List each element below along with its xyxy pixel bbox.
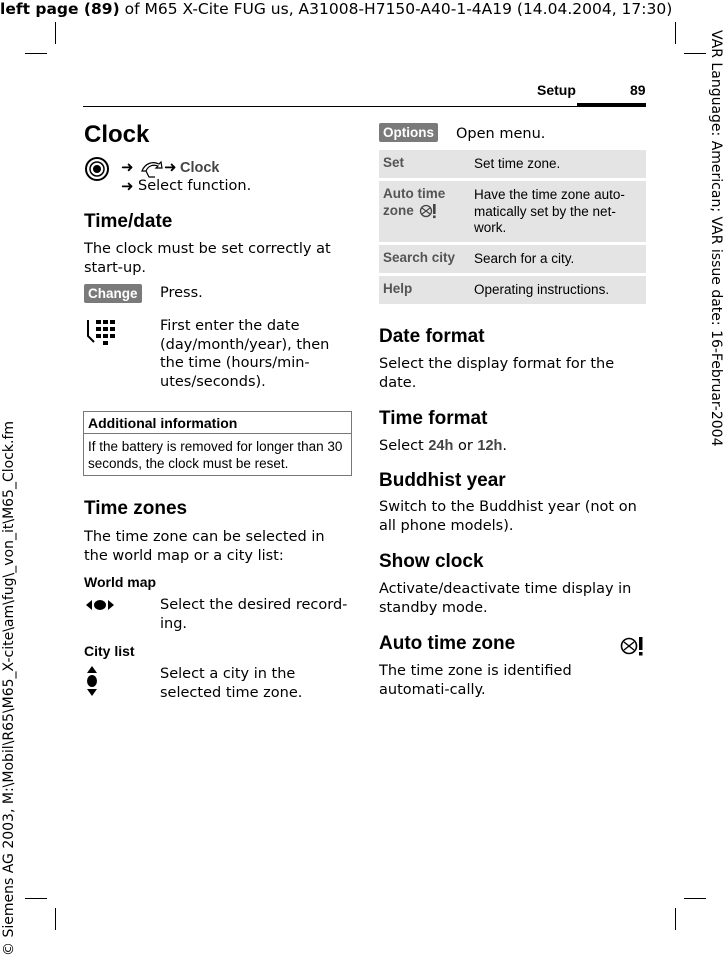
crop-mark [55,908,56,930]
table-value: Set time zone. [474,156,561,171]
keypad-icon [86,318,116,346]
table-row [379,245,646,273]
menu-path-clock: Clock [180,160,220,176]
table-key: Set [383,155,405,170]
buddhist-text: Switch to the Buddhist year (not on all phone models). [379,499,637,534]
left-vertical-note: © Siemens AG 2003, M:\Mobil\R65\M65_X-cite\am\fug\_von_it\M65_Clock.fm [1,420,17,956]
table-value: Search for a city. [474,251,575,266]
keypad-instruction: First enter the date (day/month/year), then the time (hours/min-utes/seconds). [160,318,330,390]
header-rest: of M65 X-Cite FUG us, A31008-H7150-A40-1-4A19 (14.04.2004, 17:30) [119,0,673,18]
running-head-section: Setup [537,82,576,98]
show-clock-text: Activate/deactivate time display in standby mode. [379,581,632,616]
world-map-text: Select the desired record-ing. [160,597,348,632]
heading-buddhist-year: Buddhist year [379,470,506,491]
crop-mark [55,22,56,44]
table-row [379,181,646,242]
table-row [379,276,646,304]
network-dependent-icon [419,203,437,219]
network-dependent-icon [620,635,644,657]
city-list-text: Select a city in the selected time zone. [160,666,303,701]
menu-path-select: Select function. [138,178,252,194]
arrow-right-icon: ➜ [121,177,134,195]
heading-time-zones: Time zones [84,498,188,519]
zones-text: The time zone can be selected in the world map or a city list: [84,529,325,564]
heading-auto-time-zone: Auto time zone [379,633,516,654]
left-right-navigation-icon [85,598,115,612]
page-number: 89 [630,82,646,98]
additional-info-box [83,411,352,476]
heading-time-date: Time/date [84,211,173,232]
label-world-map: World map [84,574,157,590]
table-key: Help [383,281,413,296]
time-format-end: . [502,438,508,454]
header-rule-thick [577,103,646,107]
change-softkey: Change [84,284,142,303]
heading-time-format: Time format [379,408,488,429]
crop-mark [25,898,47,899]
option-24h: 24h [428,438,454,454]
info-divider [84,433,351,434]
table-value: Operating instructions. [474,282,610,297]
option-12h: 12h [477,438,503,454]
time-format-text [379,437,507,456]
time-format-or: or [453,438,478,454]
auto-time-zone-text: The time zone is identified automati-cally. [379,663,572,698]
page-title: Clock [84,121,150,148]
options-table [379,150,646,307]
crop-mark [675,22,676,44]
setup-menu-icon [139,157,165,179]
crop-mark [684,898,706,899]
time-format-select: Select [379,438,429,454]
table-value: Have the time zone auto-matically set by the net-work. [474,187,625,235]
arrow-right-icon: ➜ [164,158,177,176]
options-text: Open menu. [456,126,546,142]
table-key: Auto time zone [383,186,446,218]
crop-mark [25,53,47,54]
arrow-right-icon: ➜ [121,158,134,176]
heading-show-clock: Show clock [379,551,484,572]
up-down-navigation-icon [85,665,99,697]
options-softkey: Options [379,123,438,142]
right-vertical-note: VAR Language: American; VAR issue date: 16-Februar-2004 [708,30,724,447]
crop-mark [675,908,676,930]
info-text: If the battery is removed for longer than 30 seconds, the clock must be reset. [88,439,343,471]
crop-mark [684,53,706,54]
table-key: Search city [383,250,456,265]
navigation-key-icon [84,156,110,182]
header-bold: left page (89) [0,0,120,18]
date-format-text: Select the display format for the date. [379,356,615,391]
timedate-text: The clock must be set correctly at start-up. [84,241,331,276]
change-text: Press. [160,285,203,301]
header-rule [83,106,646,107]
label-city-list: City list [84,643,135,659]
info-title: Additional information [88,415,238,431]
heading-date-format: Date format [379,326,485,347]
document-header [0,0,672,18]
table-row [379,150,646,178]
